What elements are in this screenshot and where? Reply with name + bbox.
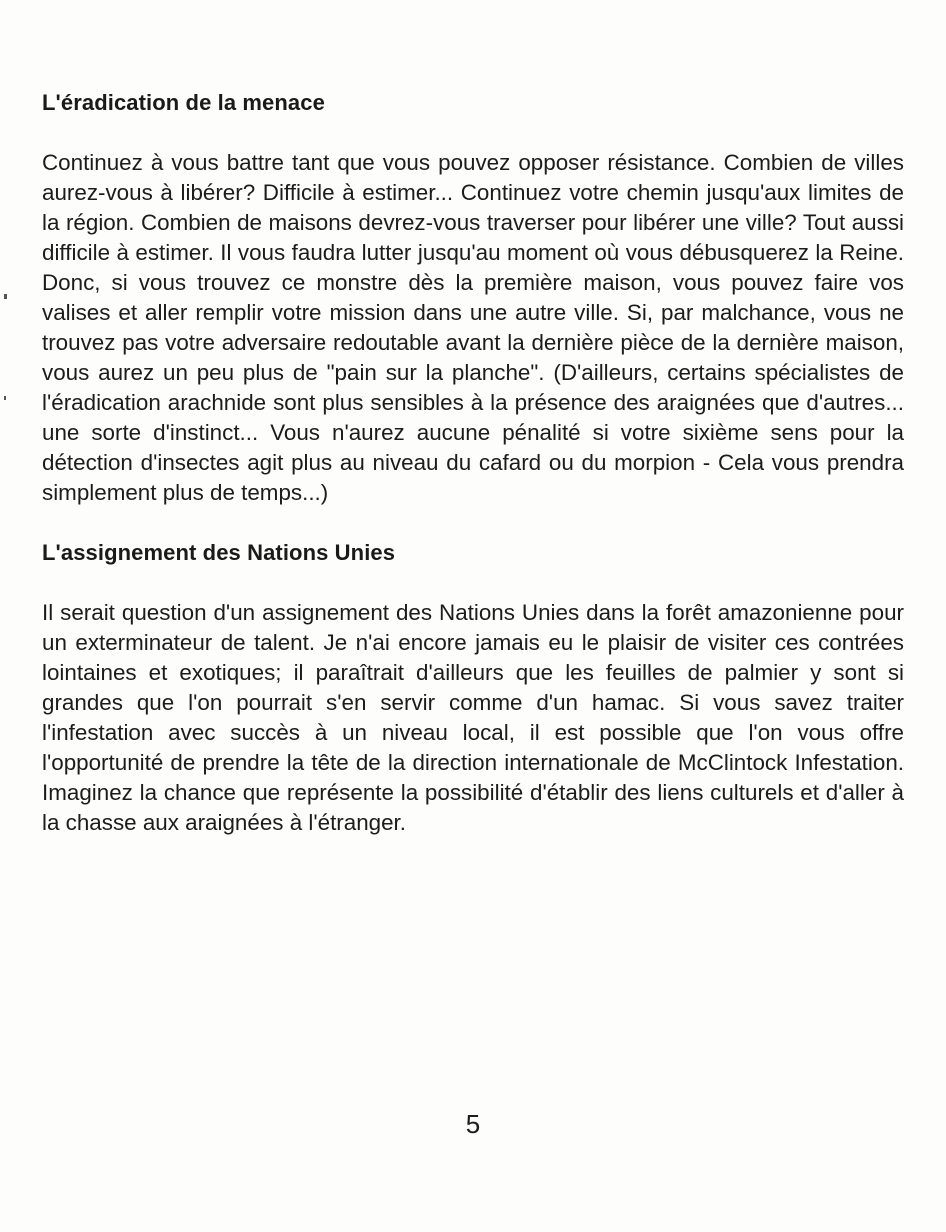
- section-paragraph: Continuez à vous battre tant que vous pouvez opposer résistance. Combien de villes aurez-vous à libérer? Difficile à estimer... Continuez votre chemin jusqu'aux limites de la région. Combien de maisons devrez-vous traverser pour libérer une ville? Tout aussi difficile à estimer. Il vous faudra lutter jusqu'au moment où vous débusquerez la Reine. Donc, si vous trouvez ce monstre dès la première maison, vous pouvez faire vos valises et aller remplir votre mission dans une autre ville. Si, par malchance, vous ne trouvez pas votre adversaire redoutable avant la dernière pièce de la dernière maison, vous aurez un peu plus de "pain sur la planche". (D'ailleurs, certains spécialistes de l'éradication arachnide sont plus sensibles à la présence des araignées que d'autres... une sorte d'instinct... Vous n'aurez aucune pénalité si votre sixième sens pour la détection d'insectes agit plus au niveau du cafard ou du morpion - Cela vous prendra simplement plus de temps...): [42, 150, 904, 505]
- section-eradication: [42, 88, 904, 508]
- scan-artifact-mark: [4, 396, 6, 400]
- section-heading: L'éradication de la menace: [42, 90, 325, 115]
- scan-artifact-mark: [4, 294, 7, 299]
- section-united-nations: [42, 538, 904, 838]
- section-heading: L'assignement des Nations Unies: [42, 540, 396, 565]
- section-paragraph: Il serait question d'un assignement des Nations Unies dans la forêt amazonienne pour un exterminateur de talent. Je n'ai encore jamais eu le plaisir de visiter ces contrées lointaines et exotiques; il paraîtrait d'ailleurs que les feuilles de palmier y sont si grandes que l'on pourrait s'en servir comme d'un hamac. Si vous savez traiter l'infestation avec succès à un niveau local, il est possible que l'on vous offre l'opportunité de prendre la tête de la direction internationale de McClintock Infestation. Imaginez la chance que représente la possibilité d'établir des liens culturels et d'aller à la chasse aux araignées à l'étranger.: [42, 600, 904, 835]
- page-content: [42, 88, 904, 838]
- page-number: 5: [465, 1109, 481, 1139]
